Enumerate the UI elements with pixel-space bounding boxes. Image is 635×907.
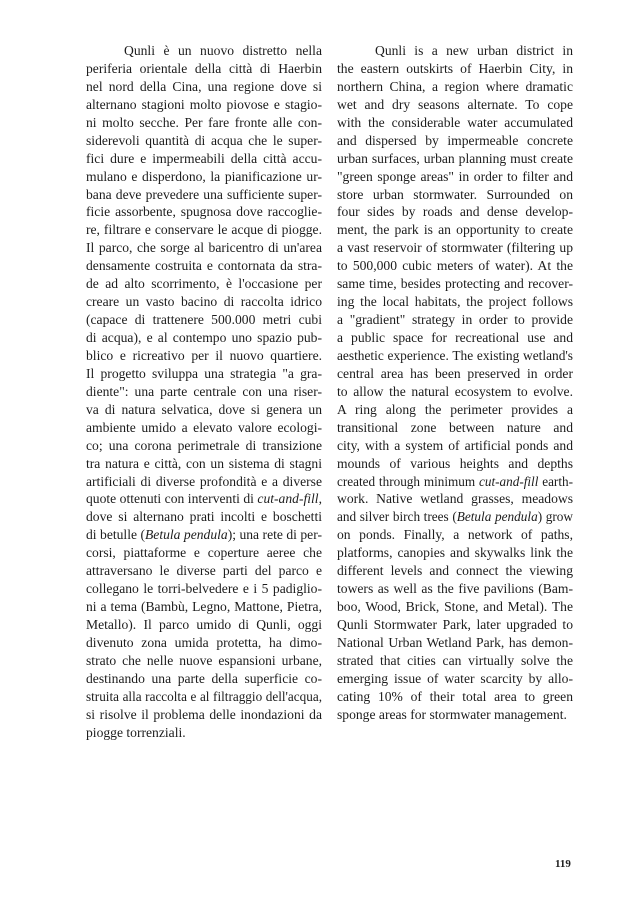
text-line: city, with a system of artificial ponds and [337, 437, 573, 453]
text-line: quote ottenuti con interventi di cut-and-fill, [86, 491, 322, 507]
text-line: cating 10% of their total area to green [337, 688, 573, 704]
text-line: with the considerable water accumulated [337, 114, 573, 130]
text-line: si risolve il problema delle inondazioni da [86, 706, 322, 722]
text-line: work. Native wetland grasses, meadows [337, 491, 573, 507]
text-line: boo, Wood, Brick, Stone, and Metal). The [337, 599, 573, 615]
text-line: transitional zone between nature and [337, 419, 573, 435]
text-line: (capace di trattenere 500.000 metri cubi [86, 312, 322, 328]
text-line: fici dure e impermeabili della città accu- [86, 150, 322, 166]
text-line: to allow the natural ecosystem to evolve. [337, 383, 573, 399]
text-line: densamente costruita e contornata da stra- [86, 258, 322, 274]
text-line: re, filtrare e conservare le acque di piogge. [86, 222, 322, 238]
text-line: attraversano le diverse parti del parco e [86, 563, 322, 579]
italic-term: Betula pendula [456, 509, 538, 525]
text-line: to 500,000 cubic meters of water). At the [337, 258, 573, 274]
text-line: a vast reservoir of stormwater (filtering up [337, 240, 573, 256]
text-line: co; una corona perimetrale di transizione [86, 437, 322, 453]
text-line: and silver birch trees (Betula pendula) grow [337, 509, 573, 525]
text-line: de ad alto scorrimento, è l'occasione per [86, 276, 322, 292]
text-line: emerging issue of water scarcity by allo- [337, 670, 573, 686]
text-line: struita alla raccolta e al filtraggio dell'acqua, [86, 688, 322, 704]
text-line: periferia orientale della città di Haerbin [86, 60, 322, 76]
italian-text-column [86, 42, 322, 742]
text-line: tra natura e città, con un sistema di stagni [86, 455, 322, 471]
text-line: aesthetic experience. The existing wetland's [337, 347, 573, 363]
text-line: sponge areas for stormwater management. [337, 706, 567, 722]
text-line: artificiali di diverse profondità e a diverse [86, 473, 322, 489]
text-line: ment, the park is an opportunity to create [337, 222, 573, 238]
text-line: alternano stagioni molto piovose e stagio- [86, 96, 322, 112]
text-line: central area has been preserved in order [337, 365, 573, 381]
text-line: A ring along the perimeter provides a [337, 401, 573, 417]
italic-term: Betula pendula [144, 527, 228, 543]
text-line: the eastern outskirts of Haerbin City, in [337, 60, 573, 76]
text-line: strato che nelle nuove espansioni urbane, [86, 652, 322, 668]
text-line: destinando una parte della superficie co- [86, 670, 322, 686]
text-line: store urban stormwater. Surrounded on [337, 186, 573, 202]
text-line: bana deve prevedere una sufficiente super- [86, 186, 322, 202]
text-line: towers as well as the five pavilions (Bam- [337, 581, 573, 597]
text-line: divenuto zona umida protetta, ha dimo- [86, 634, 322, 650]
text-line: on ponds. Finally, a network of paths, [337, 527, 573, 543]
text-line: wet and dry seasons alternate. To cope [337, 96, 573, 112]
text-line: siderevoli quantità di acqua che le super- [86, 132, 322, 148]
text-line: creare un vasto bacino di raccolta idrico [86, 294, 322, 310]
italic-term: cut-and-fill [257, 491, 319, 507]
text-line: four sides by roads and dense develop- [337, 204, 573, 220]
text-line: mounds of various heights and depths [337, 455, 573, 471]
text-line: "green sponge areas" in order to filter and [337, 168, 573, 184]
text-line: Il progetto sviluppa una strategia "a gra- [86, 365, 322, 381]
english-text-column [337, 42, 573, 724]
text-line: Qunli is a new urban district in [375, 43, 573, 58]
text-line: corsi, piattaforme e coperture aeree che [86, 545, 322, 561]
text-line: Qunli è un nuovo distretto nella [124, 43, 322, 58]
text-line: diente": una parte centrale con una riser- [86, 383, 322, 399]
text-line: ambiente umido a elevato valore ecologi- [86, 419, 322, 435]
text-line: northern China, a region where dramatic [337, 78, 573, 94]
text-line: same time, besides protecting and recover- [337, 276, 573, 292]
italic-term: cut-and-fill [478, 473, 539, 489]
text-line: Metallo). Il parco umido di Qunli, oggi [86, 617, 322, 632]
text-line: ing the local habitats, the project follows [337, 294, 573, 310]
text-line: di acqua), e al contempo uno spazio pub- [86, 330, 322, 345]
text-line: collegano le torri-belvedere e i 5 padiglio- [86, 581, 322, 597]
text-line: Qunli Stormwater Park, later upgraded to [337, 617, 573, 632]
page-number: 119 [555, 858, 571, 870]
text-line: ni a tema (Bambù, Legno, Mattone, Pietra, [86, 599, 322, 615]
text-line: a public space for recreational use and [337, 330, 573, 345]
text-line: platforms, canopies and skywalks link the [337, 545, 573, 561]
text-line: mulano e disperdono, la pianificazione ur- [86, 168, 322, 184]
text-line: dove si alternano prati incolti e boschetti [86, 509, 322, 525]
text-line: National Urban Wetland Park, has demon- [337, 634, 573, 650]
text-line: va di natura selvatica, dove si genera un [86, 401, 322, 417]
text-line: ficie assorbente, spugnosa dove raccoglie- [86, 204, 322, 220]
text-line: Il parco, che sorge al baricentro di un'area [86, 240, 322, 256]
text-line: ni molto secche. Per fare fronte alle con- [86, 114, 322, 130]
text-line: and dispersed by impermeable concrete [337, 132, 573, 148]
text-line: nel nord della Cina, una regione dove si [86, 78, 322, 94]
text-line: different levels and connect the viewing [337, 563, 573, 579]
text-line: urban surfaces, urban planning must create [337, 150, 573, 166]
text-line: created through minimum cut-and-fill earth- [337, 473, 573, 489]
text-line: di betulle (Betula pendula); una rete di per- [86, 527, 322, 543]
text-line: strated that cities can virtually solve the [337, 652, 573, 668]
text-line: blico e ricreativo per il nuovo quartiere. [86, 347, 322, 363]
text-line: piogge torrenziali. [86, 724, 186, 740]
text-line: a "gradient" strategy in order to provide [337, 312, 573, 328]
